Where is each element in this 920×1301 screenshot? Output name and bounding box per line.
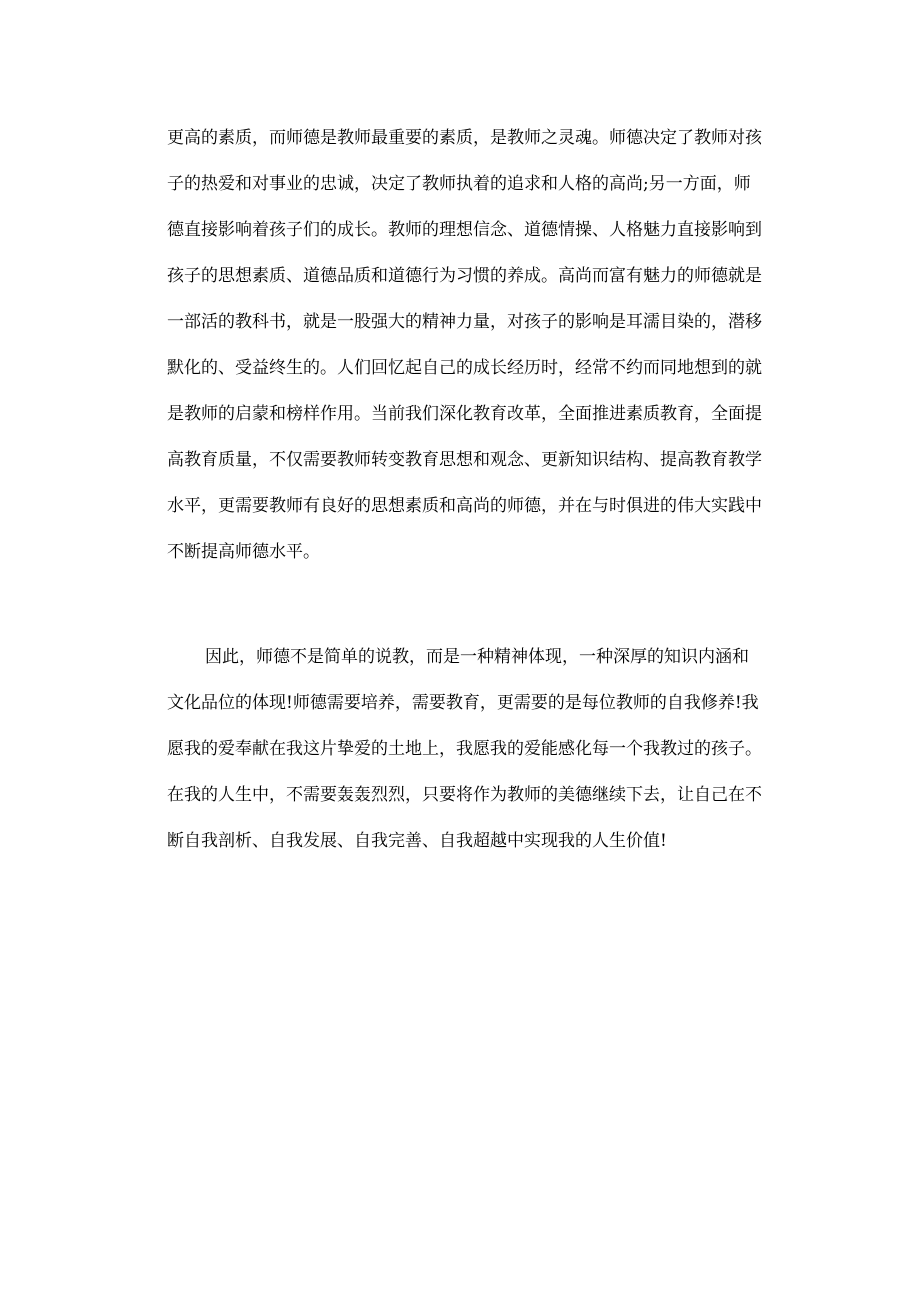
paragraph-2-line: 文化品位的体现!师德需要培养，需要教育，更需要的是每位教师的自我修养!我	[167, 693, 759, 713]
paragraph-1-line: 更高的素质，而师德是教师最重要的素质，是教师之灵魂。师德决定了教师对孩	[167, 128, 762, 148]
paragraph-1-line: 子的热爱和对事业的忠诚，决定了教师执着的追求和人格的高尚;另一方面，师	[167, 174, 751, 194]
paragraph-1-line: 不断提高师德水平。	[167, 542, 320, 562]
paragraph-1-line: 德直接影响着孩子们的成长。教师的理想信念、道德情操、人格魅力直接影响到	[167, 220, 762, 240]
paragraph-1-line: 默化的、受益终生的。人们回忆起自己的成长经历时，经常不约而同地想到的就	[167, 358, 762, 378]
paragraph-2-line: 断自我剖析、自我发展、自我完善、自我超越中实现我的人生价值!	[167, 831, 667, 851]
paragraph-1-line: 高教育质量，不仅需要教师转变教育思想和观念、更新知识结构、提高教育教学	[167, 450, 762, 470]
paragraph-2-line: 因此，师德不是简单的说教，而是一种精神体现，一种深厚的知识内涵和	[205, 647, 749, 667]
paragraph-1-line: 水平，更需要教师有良好的思想素质和高尚的师德，并在与时俱进的伟大实践中	[167, 496, 762, 516]
paragraph-2-line: 愿我的爱奉献在我这片挚爱的土地上，我愿我的爱能感化每一个我教过的孩子。	[167, 739, 762, 759]
paragraph-1-line: 一部活的教科书，就是一股强大的精神力量，对孩子的影响是耳濡目染的，潜移	[167, 312, 762, 332]
paragraph-2-line: 在我的人生中，不需要轰轰烈烈，只要将作为教师的美德继续下去，让自己在不	[167, 785, 762, 805]
paragraph-1-line: 是教师的启蒙和榜样作用。当前我们深化教育改革，全面推进素质教育，全面提	[167, 404, 762, 424]
paragraph-1-line: 孩子的思想素质、道德品质和道德行为习惯的养成。高尚而富有魅力的师德就是	[167, 266, 762, 286]
